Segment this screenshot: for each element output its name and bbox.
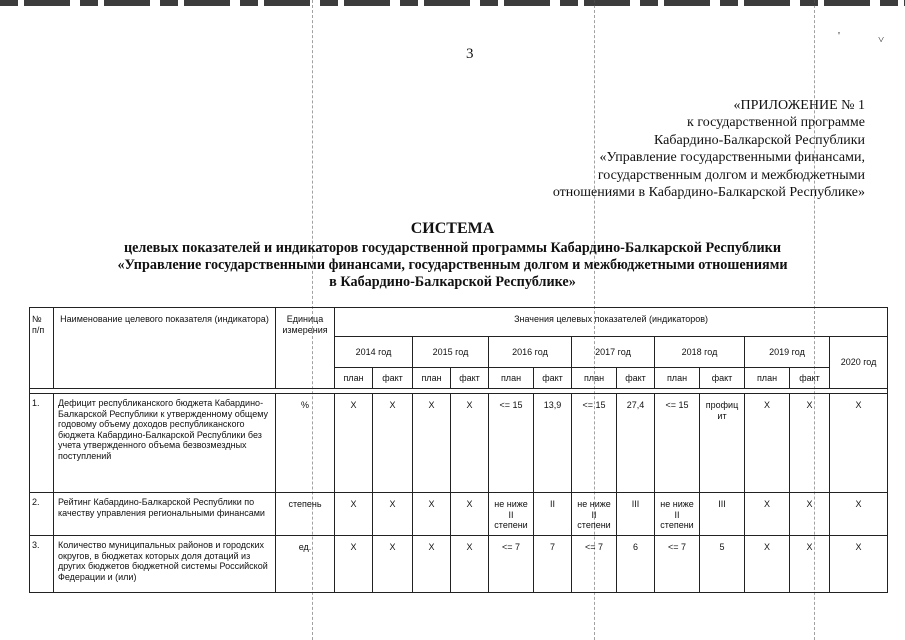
value-cell: Х <box>451 493 489 536</box>
row-unit: ед. <box>276 536 335 593</box>
value-cell: не ниже II степени <box>489 493 534 536</box>
value-cell: Х <box>373 394 413 493</box>
row-name: Рейтинг Кабардино-Балкарской Республики по качеству управления региональными финансами <box>54 493 276 536</box>
header-year: 2016 год <box>489 337 572 368</box>
header-fact: факт <box>451 368 489 389</box>
table-row <box>30 394 888 493</box>
document-title: СИСТЕМА <box>410 220 495 237</box>
value-cell: Х <box>745 493 790 536</box>
header-plan: план <box>413 368 451 389</box>
row-name: Дефицит республиканского бюджета Кабардино-Балкарской Республики к утвержденному общему годовому объему доходов республиканского бюджета Кабардино-Балкарской Республики без учета утвержденного объема безвозмездных поступлений <box>54 394 276 493</box>
value-cell: <= 15 <box>655 394 700 493</box>
header-num: № п/п <box>30 308 54 389</box>
header-year: 2017 год <box>572 337 655 368</box>
value-cell: Х <box>451 394 489 493</box>
value-cell: Х <box>790 493 830 536</box>
value-cell: профиц ит <box>700 394 745 493</box>
page-number: 3 <box>466 46 474 62</box>
table-row <box>30 536 888 593</box>
header-values: Значения целевых показателей (индикаторов) <box>335 308 888 337</box>
scan-edge-artifact <box>0 0 905 6</box>
header-plan: план <box>335 368 373 389</box>
row-unit: степень <box>276 493 335 536</box>
appendix-line: Кабардино-Балкарской Республики <box>654 132 865 148</box>
header-plan: план <box>572 368 617 389</box>
value-cell: <= 15 <box>572 394 617 493</box>
value-cell: Х <box>451 536 489 593</box>
appendix-line: отношениями в Кабардино-Балкарской Республике» <box>552 185 865 201</box>
header-year: 2020 год <box>830 337 888 389</box>
value-cell: II <box>534 493 572 536</box>
row-num: 2. <box>30 493 54 536</box>
value-cell: не ниже II степени <box>655 493 700 536</box>
value-cell: Х <box>413 493 451 536</box>
row-num: 3. <box>30 536 54 593</box>
value-cell: Х <box>830 493 888 536</box>
value-cell: Х <box>790 536 830 593</box>
value-cell: <= 7 <box>655 536 700 593</box>
header-plan: план <box>489 368 534 389</box>
header-year: 2019 год <box>745 337 830 368</box>
appendix-line: «Управление государственными финансами, <box>599 150 865 166</box>
scan-mark: ˅ <box>878 34 885 46</box>
value-cell: <= 7 <box>489 536 534 593</box>
value-cell: Х <box>335 394 373 493</box>
value-cell: 5 <box>700 536 745 593</box>
header-fact: факт <box>373 368 413 389</box>
document-subtitle: в Кабардино-Балкарской Республике» <box>329 274 576 290</box>
document-subtitle: целевых показателей и индикаторов государственной программы Кабардино-Балкарской Республики <box>123 240 782 256</box>
value-cell: Х <box>413 394 451 493</box>
appendix-header <box>485 97 865 201</box>
value-cell: Х <box>790 394 830 493</box>
table-row <box>30 493 888 536</box>
value-cell: 27,4 <box>617 394 655 493</box>
value-cell: Х <box>373 536 413 593</box>
value-cell: III <box>700 493 745 536</box>
value-cell: <= 15 <box>489 394 534 493</box>
header-plan: план <box>745 368 790 389</box>
value-cell: Х <box>745 536 790 593</box>
appendix-line: «ПРИЛОЖЕНИЕ № 1 <box>733 98 865 113</box>
header-name: Наименование целевого показателя (индикатора) <box>54 308 276 389</box>
indicators-table <box>29 307 888 593</box>
row-num: 1. <box>30 394 54 493</box>
value-cell: Х <box>830 536 888 593</box>
value-cell: 13,9 <box>534 394 572 493</box>
header-year: 2014 год <box>335 337 413 368</box>
value-cell: не ниже II степени <box>572 493 617 536</box>
value-cell: <= 7 <box>572 536 617 593</box>
value-cell: 7 <box>534 536 572 593</box>
value-cell: 6 <box>617 536 655 593</box>
header-unit: Единица измерения <box>276 308 335 389</box>
header-fact: факт <box>700 368 745 389</box>
header-year: 2018 год <box>655 337 745 368</box>
header-fact: факт <box>790 368 830 389</box>
value-cell: Х <box>413 536 451 593</box>
value-cell: Х <box>373 493 413 536</box>
value-cell: Х <box>830 394 888 493</box>
header-fact: факт <box>534 368 572 389</box>
row-unit: % <box>276 394 335 493</box>
scan-mark: ' <box>838 30 840 42</box>
row-name: Количество муниципальных районов и городских округов, в бюджетах которых доля дотаций из других бюджетов бюджетной системы Российской Федерации и (или) <box>54 536 276 593</box>
appendix-line: государственным долгом и межбюджетными <box>597 167 865 183</box>
appendix-line: к государственной программе <box>687 115 865 131</box>
header-year: 2015 год <box>413 337 489 368</box>
header-plan: план <box>655 368 700 389</box>
value-cell: Х <box>745 394 790 493</box>
value-cell: Х <box>335 536 373 593</box>
value-cell: III <box>617 493 655 536</box>
document-subtitle: «Управление государственными финансами, государственным долгом и межбюджетными отношениями <box>117 257 788 273</box>
value-cell: Х <box>335 493 373 536</box>
header-fact: факт <box>617 368 655 389</box>
